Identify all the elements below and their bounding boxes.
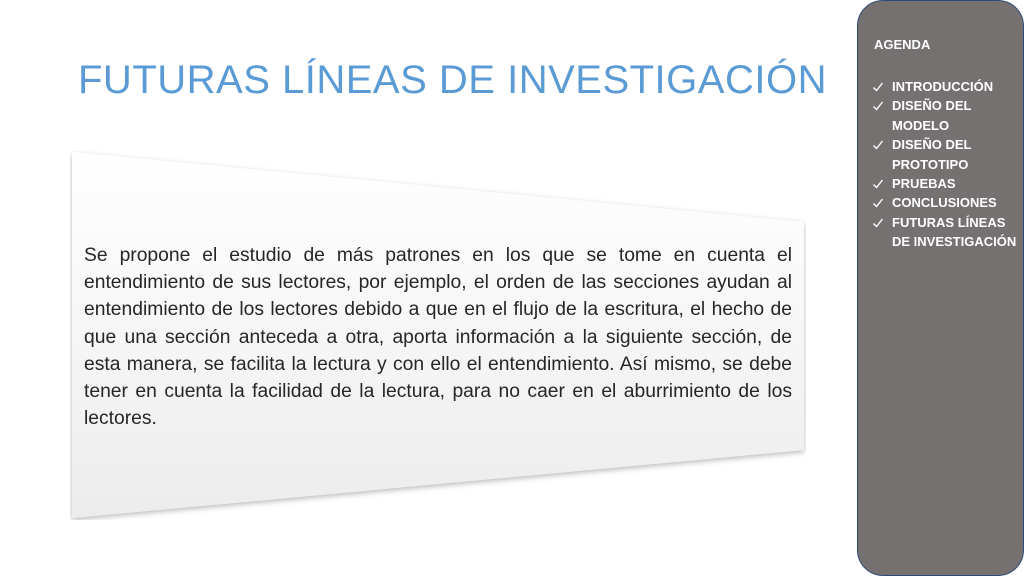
agenda-item-conclusiones bbox=[872, 193, 1022, 212]
agenda-item-diseno-modelo bbox=[872, 96, 1022, 135]
check-icon bbox=[872, 81, 884, 93]
agenda-item-introduccion bbox=[872, 77, 1022, 96]
agenda-item-pruebas bbox=[872, 174, 1022, 193]
agenda-item-label: FUTURAS LÍNEAS DE INVESTIGACIÓN bbox=[892, 214, 1017, 250]
agenda-item-label: CONCLUSIONES bbox=[892, 195, 997, 211]
check-icon bbox=[872, 217, 884, 229]
agenda-item-diseno-prototipo bbox=[872, 135, 1022, 174]
agenda-title: AGENDA bbox=[874, 37, 931, 52]
agenda-item-futuras-lineas bbox=[872, 213, 1022, 252]
slide-title: FUTURAS LÍNEAS DE INVESTIGACIÓN bbox=[78, 58, 827, 102]
agenda-item-label: DISEÑO DEL MODELO bbox=[892, 98, 972, 133]
body-text: Se propone el estudio de más patrones en los que se tome en cuenta el entendimiento de sus lectores, por ejemplo, el orden de las secciones ayudan al entendimiento de los lectores debido a que en el flujo de la escritura, el hecho de que una sección anteceda a otra, aporta información a la siguiente sección, de esta manera, se facilita la lectura y con ello el entendimiento. Así mismo, se debe tener en cuenta la facilidad de la lectura, para no caer en el aburrimiento de los lectores. bbox=[84, 245, 792, 430]
agenda-item-label: DISEÑO DEL PROTOTIPO bbox=[892, 137, 972, 172]
agenda-item-label: INTRODUCCIÓN bbox=[892, 79, 994, 94]
check-icon bbox=[872, 178, 884, 190]
check-icon bbox=[872, 197, 884, 209]
check-icon bbox=[872, 100, 884, 112]
agenda-item-label: PRUEBAS bbox=[892, 176, 956, 192]
agenda-panel bbox=[857, 0, 1024, 576]
content-card bbox=[70, 150, 806, 520]
agenda-list bbox=[872, 77, 1022, 252]
check-icon bbox=[872, 139, 884, 151]
